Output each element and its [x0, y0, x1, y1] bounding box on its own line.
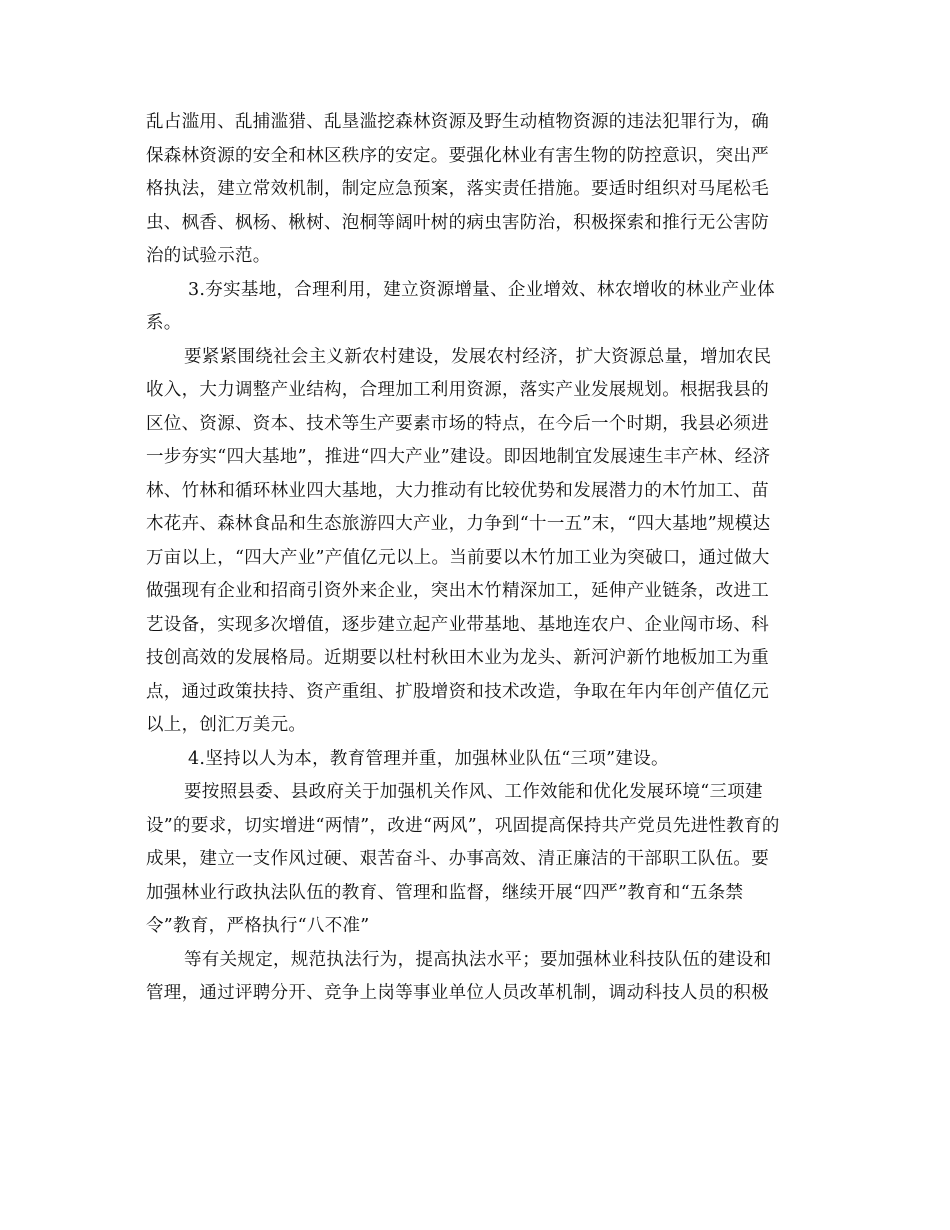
text-line: 点，通过政策扶持、资产重组、扩股增资和技术改造，争取在年内年创产值亿元	[146, 681, 769, 702]
text-line: 成果，建立一支作风过硬、艰苦奋斗、办事高效、清正廉洁的干部职工队伍。要	[146, 849, 769, 869]
text-line: 木花卉、森林食品和生态旅游四大产业，力争到“十一五”末，“四大基地”规模达	[146, 514, 771, 534]
text-line: 令”教育，严格执行“八不准”	[146, 916, 370, 936]
paragraph-start: 要按照县委、县政府关于加强机关作风、工作效能和优化发展环境“三项建	[184, 782, 763, 802]
text-line: 虫、枫香、枫杨、楸树、泡桐等阔叶树的病虫害防治，积极探索和推行无公害防	[146, 212, 769, 233]
text-line: 以上，创汇万美元。	[146, 715, 307, 735]
text-line: 管理，通过评聘分开、竞争上岗等事业单位人员改革机制，调动科技人员的积极	[146, 983, 769, 1003]
text-line: 收入，大力调整产业结构，合理加工利用资源，落实产业发展规划。根据我县的	[146, 380, 769, 400]
text-line: 乱占滥用、乱捕滥猎、乱垦滥挖森林资源及野生动植物资源的违法犯罪行为，确	[146, 112, 769, 132]
section-heading-3: 3.夯实基地，合理利用，建立资源增量、企业增效、林农增收的林业产业体	[188, 279, 775, 300]
paragraph-start: 要紧紧围绕社会主义新农村建设，发展农村经济，扩大资源总量，增加农民	[184, 346, 772, 367]
text-line: 艺设备，实现多次增值，逐步建立起产业带基地、基地连农户、企业闯市场、科	[146, 614, 769, 635]
document-body	[146, 106, 801, 1011]
text-line: 格执法，建立常效机制，制定应急预案，落实责任措施。要适时组织对马尾松毛	[146, 179, 769, 199]
text-line: 技创高效的发展格局。近期要以杜村秋田木业为龙头、新河沪新竹地板加工为重	[146, 648, 769, 668]
text-line: 一步夯实“四大基地”，推进“四大产业”建设。即因地制宜发展速生丰产林、经济	[146, 447, 771, 467]
paragraph-start: 等有关规定，规范执法行为，提高执法水平；要加强林业科技队伍的建设和	[184, 949, 772, 970]
section-heading-3-cont: 系。	[146, 313, 182, 333]
text-line: 做强现有企业和招商引资外来企业，突出木竹精深加工，延伸产业链条，改进工	[146, 581, 769, 601]
section-heading-4: 4.坚持以人为本，教育管理并重，加强林业队伍“三项”建设。	[188, 748, 669, 769]
text-line: 保森林资源的安全和林区秩序的安定。要强化林业有害生物的防控意识，突出严	[146, 145, 769, 166]
text-line: 林、竹林和循环林业四大基地，大力推动有比较优势和发展潜力的木竹加工、苗	[146, 480, 769, 501]
text-line: 区位、资源、资本、技术等生产要素市场的特点，在今后一个时期，我县必须进	[146, 413, 769, 434]
text-line: 治的试验示范。	[146, 246, 271, 266]
text-line: 加强林业行政执法队伍的教育、管理和监督，继续开展“四严”教育和“五条禁	[146, 882, 744, 903]
text-line: 设”的要求，切实增进“两情”，改进“两风”，巩固提高保持共产党员先进性教育的	[146, 815, 780, 836]
text-line: 万亩以上，“四大产业”产值亿元以上。当前要以木竹加工业为突破口，通过做大	[146, 547, 770, 568]
